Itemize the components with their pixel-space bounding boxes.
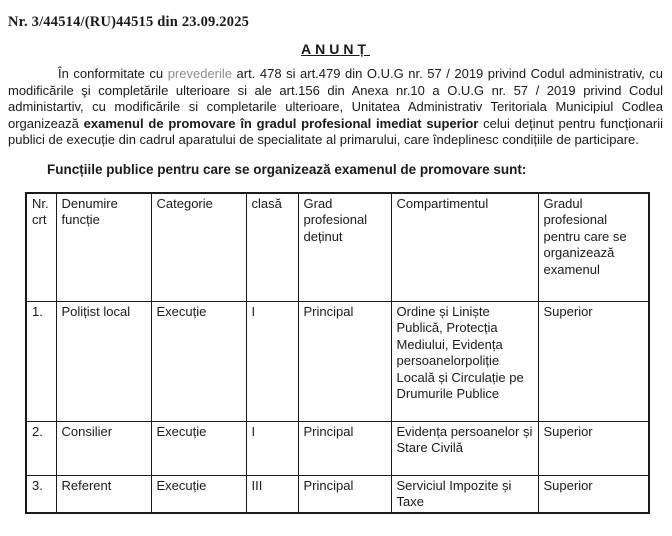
- cell-categorie: Execuție: [151, 301, 246, 421]
- cell-clasa: I: [246, 301, 298, 421]
- document-title: [8, 41, 663, 57]
- header-cell-compartimentul: Compartimentul: [391, 193, 538, 302]
- header-cell-categorie: Categorie: [151, 193, 246, 302]
- intro-segment-5: celui deținut pentru funcționarii publici de execuție din cadrul aparatului de specialitate al primarului, care îndeplinesc condițiile de participare.: [8, 115, 663, 148]
- cell-grad-examen: Superior: [538, 301, 649, 421]
- intro-segment-bold: examenul de promovare în gradul profesional imediat superior: [83, 115, 479, 131]
- cell-grad-examen: Superior: [538, 421, 649, 475]
- cell-clasa: I: [246, 421, 298, 475]
- cell-nr: 3.: [26, 475, 56, 513]
- cell-categorie: Execuție: [151, 421, 246, 475]
- intro-segment-3: art. 478 si art.479 din O.U.G nr. 57 / 2019 privind Codul administrativ, cu modificările şi completările ulterioare si ale art.156 din Anexa nr.10 a O.U.G nr. 57 / 2019 privind Codul administartiv, cu modificările si completarile ulterioare, Unitatea Administrativ Teritoriala Municipiul Codlea organizează: [8, 66, 663, 131]
- cell-nr: 1.: [26, 301, 56, 421]
- cell-compartiment: Serviciul Impozite și Taxe: [391, 475, 538, 513]
- cell-denumire: Polițist local: [56, 301, 151, 421]
- positions-table: [25, 192, 650, 514]
- header-cell-grad-profesional-detinut: Grad profesional deținut: [298, 193, 391, 302]
- table-row: [26, 475, 649, 513]
- header-cell-denumire-functie: Denumire funcție: [56, 193, 151, 302]
- header-cell-clasa: clasă: [246, 193, 298, 302]
- ref-number: Nr. 3/44514/(RU)44515 din 23.09.2025: [8, 14, 250, 30]
- cell-categorie: Execuție: [151, 475, 246, 513]
- cell-compartiment: Evidența persoanelor și Stare Civilă: [391, 421, 538, 475]
- intro-segment-1: În conformitate cu: [58, 66, 168, 81]
- table-heading: Funcțiile publice pentru care se organizează examenul de promovare sunt:: [47, 161, 527, 177]
- table-row: [26, 421, 649, 475]
- cell-denumire: Referent: [56, 475, 151, 513]
- cell-denumire: Consilier: [56, 421, 151, 475]
- header-cell-nr-crt: Nr. crt: [26, 193, 56, 302]
- cell-grad-examen: Superior: [538, 475, 649, 513]
- cell-grad: Principal: [298, 421, 391, 475]
- cell-compartiment: Ordine și Liniște Publică, Protecția Mediului, Evidența persoanelorpoliție Locală și Circulație pe Drumurile Publice: [391, 301, 538, 421]
- header-cell-gradul-profesional-examen: Gradul profesional pentru care se organizează examenul: [538, 193, 649, 302]
- intro-segment-gray: prevederile: [167, 66, 233, 81]
- document-title-text: ANUNȚ: [301, 41, 370, 57]
- cell-clasa: III: [246, 475, 298, 513]
- table-row: [26, 301, 649, 421]
- cell-grad: Principal: [298, 475, 391, 513]
- cell-grad: Principal: [298, 301, 391, 421]
- cell-nr: 2.: [26, 421, 56, 475]
- table-header-row: [26, 193, 649, 302]
- intro-paragraph: [8, 66, 663, 149]
